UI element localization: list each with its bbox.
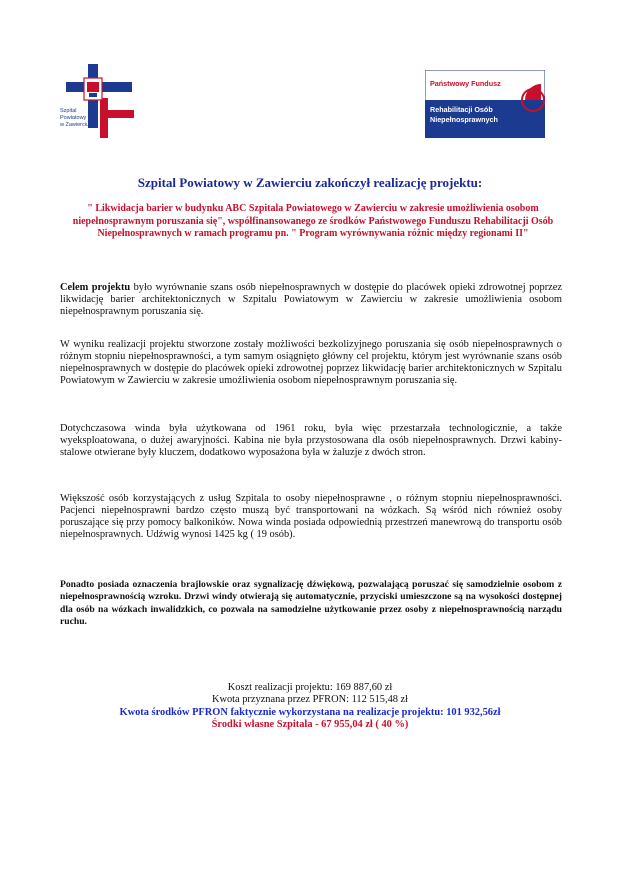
granted-amount: Kwota przyznana przez PFRON: 112 515,48 zł	[211, 694, 409, 706]
hospital-logo-line3: w Zawierciu	[60, 122, 90, 128]
pfron-logo-line3: Niepełnosprawnych	[430, 115, 498, 124]
new-elevator-paragraph: Większość osób korzystających z usług Szpitala to osoby niepełnosprawne , o różnym stopniu niepełnosprawności. Pacjenci niepełnosprawni bardzo często muszą być transportowani na wózkach. Są wśród nich również osoby poruszające się przy pomocy balkoników. Nowa winda posiada odpowiednią przestrzeń manewrową do transportu osób niepełnosprawnych. Udźwig wynosi 1425 kg ( 19 osób).	[60, 493, 562, 540]
hospital-logo	[60, 60, 138, 142]
pfron-logo	[425, 70, 545, 138]
cost-summary	[60, 682, 560, 732]
project-title: " Likwidacja barier w budynku ABC Szpitala Powiatowego w Zawierciu w zakresie umożliwienia osobom niepełnosprawnym poruszania się", współfinansowanego ze środków Państwowego Funduszu Rehabilitacji Osób Niepełnosprawnych w ramach programu pn. " Program wyrównywania różnic między regionami II"	[72, 203, 554, 239]
pfron-logo-line1: Państwowy Fundusz	[430, 79, 501, 88]
goal-lead: Celem projektu	[60, 282, 131, 293]
goal-text: było wyrównanie szans osób niepełnosprawnych w dostępie do placówek opieki zdrowotnej poprzez likwidację barier architektonicznych w Szpitalu Powiatowym w Zawierciu w zakresie umożliwienia osobom niepełnosprawnym poruszania się.	[60, 282, 562, 317]
hospital-logo-line1: Szpital	[60, 108, 77, 114]
results-paragraph: W wyniku realizacji projektu stworzone zostały możliwości bezkolizyjnego poruszania się osób niepełnosprawnych o różnym stopniu niepełnosprawności, a tym samym osiągnięto główny cel projektu, którym jest wyrównanie szans osób niepełnosprawnych w dostępie do placówek opieki zdrowotnej poprzez likwidację barier architektonicznych w Szpitalu Powiatowym w Zawierciu w zakresie umożliwienia osobom niepełnosprawnym poruszania się.	[60, 339, 562, 386]
total-cost: Koszt realizacji projektu: 169 887,60 zł	[227, 682, 393, 693]
features-paragraph: Ponadto posiada oznaczenia brajlowskie oraz sygnalizację dźwiękową, pozwalającą poruszać się samodzielnie osobom z niepełnosprawnością wzroku. Drzwi windy otwierają się automatycznie, przyciski umieszczone są na wysokości dostępnej dla osób na wózkach inwalidzkich, co pozwala na samodzielne użytkowanie przez osoby z niepełnosprawnością narządu ruchu.	[60, 579, 562, 628]
old-elevator-paragraph: Dotychczasowa winda była użytkowana od 1961 roku, była więc przestarzała technologicznie, a także wyeksploatowana, o dużej awaryjności. Kabina nie była przystosowana dla osób niepełnosprawnych. Drzwi kabiny- stalowe otwierane były kluczem, dodatkowo wyposażona była w żaluzje z dwóch stron.	[60, 423, 562, 458]
goal-paragraph	[60, 282, 562, 318]
hospital-logo-line2: Powiatowy	[60, 115, 87, 121]
own-funds: Środki własne Szpitala - 67 955,04 zł ( 40 %)	[211, 719, 409, 731]
page-heading: Szpital Powiatowy w Zawierciu zakończył realizację projektu:	[137, 175, 483, 190]
pfron-logo-line2: Rehabilitacji Osób	[430, 105, 493, 114]
used-amount: Kwota środków PFRON faktycznie wykorzystana na realizacje projektu: 101 932,56zł	[119, 706, 501, 718]
hospital-cross-icon	[60, 60, 138, 142]
